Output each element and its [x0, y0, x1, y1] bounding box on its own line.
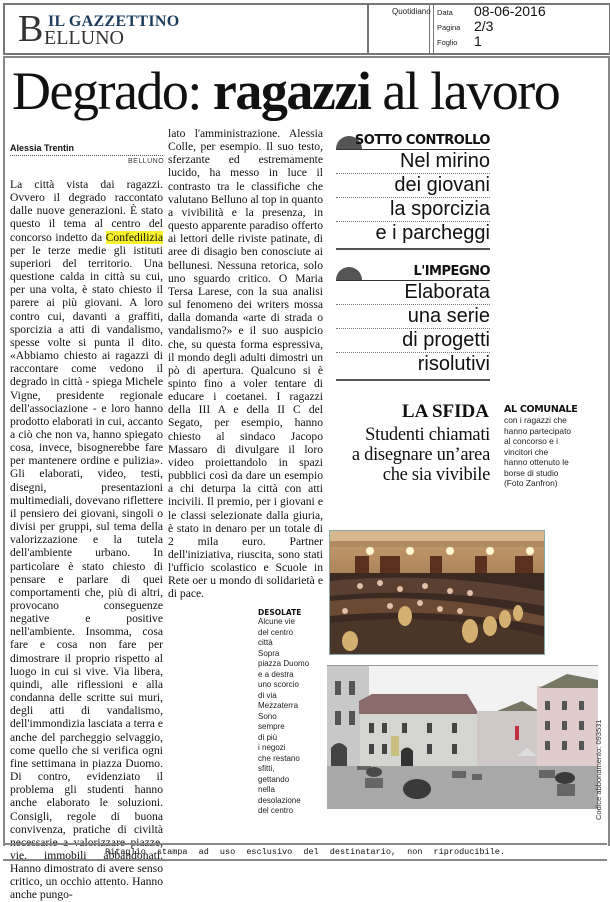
publication-type: Quotidiano — [392, 7, 431, 16]
headline-bold: ragazzi — [212, 61, 371, 121]
article-column-2: lato l'amministrazione. Alessia Colle, per esempio. Il suo testo, sferzante ed estremamente lucido, ha messo in luce il contrasto tra le classifiche che valutano Belluno al top in quanto a vivibilità e la presenza, in questo apparente paradiso offerto ai lettori delle riviste patinate, di aree di disagio ben conosciute ai bellunesi. Nessuna retorica, solo uno sguardo critico. O Maria Tersa Larese, con la sua analisi sul fenomeno dei writers mossa dalla domanda «arte di strada o vandalismo?» e il suo auspicio che, su questa forma espressiva, il mondo degli adulti dimostri un pò di apertura. Qualcuno si è spinto fino a voler tentare di educare i coetanei. I ragazzi della III A e della II C del Segato, per esempio, hanno chiesto al sindaco Jacopo Massaro di divulgare il loro video proiettandolo in spazi pubblici così da dare un esempio a chi deturpa la città con atti incivili. Il premio, per i giovani e le classi selezionate dalla giuria, è stato in denaro per un totale di 2 mila euro. Partner dell'iniziativa, riuscita, sono stati l'ufficio scolastico e Scuole in Rete oer u mondo di solidarietà e di pace. — [168, 127, 323, 601]
caption-line: sempre — [258, 722, 285, 731]
caption-line: sfitti, — [258, 764, 275, 773]
caption-line: al concorso e i — [504, 436, 558, 446]
meta-value-sheet: 1 — [474, 33, 482, 49]
meta-label-date: Data — [437, 8, 453, 17]
sidebar-line: Nel mirino — [336, 150, 490, 174]
caption-line: (Foto Zanfron) — [504, 478, 558, 488]
column-1-text-start: La città vista dai ragazzi. Ovvero il degrado raccontato dalle nuove generazioni. È stato questo il tema al centro del concorso indetto da — [10, 178, 163, 244]
sfida-kicker: LA SFIDA — [401, 401, 489, 422]
sidebar-line: e i parcheggi — [375, 222, 490, 244]
caption-line: del centro — [258, 627, 294, 637]
headline-part2: al lavoro — [370, 61, 560, 121]
caption-comunale — [504, 404, 604, 489]
caption-line: del centro — [258, 806, 294, 815]
sidebar-box-impegno — [336, 264, 490, 381]
caption-title: DESOLATE — [258, 608, 302, 617]
headline-part1: Degrado: — [12, 61, 213, 121]
caption-line: hanno ottenuto le — [504, 457, 569, 467]
caption-line: con i ragazzi che — [504, 415, 567, 425]
sidebar-kicker: L'IMPEGNO — [413, 264, 490, 279]
theater-photo-illustration — [330, 531, 544, 654]
caption-line: piazza Duomo — [258, 659, 310, 668]
caption-line: e a destra — [258, 669, 294, 679]
caption-line: che restano — [258, 753, 300, 763]
meta-label-page: Pagina — [437, 23, 461, 32]
highlighted-term: Confedilizia — [105, 230, 163, 244]
caption-line: nella — [258, 785, 275, 794]
caption-title: AL COMUNALE — [504, 404, 578, 415]
caption-line: città — [258, 638, 273, 647]
meta-value-page: 2/3 — [474, 18, 494, 34]
headline — [12, 56, 559, 126]
dome-icon — [336, 267, 362, 280]
dateline-place: BELLUNO — [128, 158, 165, 165]
sfida-title-line: Studenti chiamati — [365, 425, 490, 445]
caption-line: borse di studio — [504, 467, 559, 478]
caption-line: desolazione — [258, 795, 301, 805]
caption-line: gettando — [258, 774, 290, 784]
sidebar-kicker: SOTTO CONTROLLO — [354, 133, 490, 148]
column-1-text-end: per le terze medie gli istituti superiori del territorio. Una questione calda in città su cui, per una volta, è stato chiesto il parere ai più giovani. A loro contro cui, davanti a graffiti, sporcizia a atti di vandalismo, spesse volte si punta il dito. «Abbiamo chiesto ai ragazzi di raccontare come vedono il degrado in città - spiega Michele Vigne, presidente regionale dell'associazione - e loro hanno prodotto elaborati in cui, accanto a ciò che non va, hanno spiegato cosa, invece, bisognerebbe fare per mantenere ordine e pulizia». Gli elaborati, video, testi, disegni, presentazioni multimediali, dovevano riflettere il pensiero dei giovani, singoli o divisi per gruppi, sul tema della valorizzazione e la tutela dell'ambiente urbano. In particolare è stato chiesto di pensare e parlare di quei comportamenti che, più di altri, provocano conseguenze negative e positive nell'ambiente. Insomma, cosa fare e cosa non fare per dimostrare il proprio rispetto al luogo in cui si vive. Via libera, quindi, alle riflessioni e alla condanna delle scritte sui muri, degli atti di vandalismo, dell'immondizia lasciata a terra e anche del parcheggio selvaggio, come quello che si verifica ogni fine settimana in piazza Duomo. Di contro, evidenziato il problema gli studenti hanno anche elaborato le soluzioni. Consigli, regole di buona convivenza, pratiche di civiltà necessarie a valorizzare piazze, vie, immobili abbandonati. Hanno dimostrato di avere senso critico, un occhio attento. Hanno anche pungo- — [10, 243, 163, 902]
sidebar-line: risolutivi — [417, 353, 490, 375]
footer-notice: Ritaglio stampa ad uso esclusivo del destinatario, non riproducibile. — [3, 843, 607, 861]
caption-line: hanno partecipato — [504, 425, 572, 436]
sidebar-line: Elaborata — [336, 281, 490, 305]
caption-line: i negozi — [258, 743, 286, 752]
meta-label-sheet: Foglio — [437, 38, 458, 47]
caption-line: Alcune vie — [258, 617, 295, 626]
caption-line: Mezzaterra — [258, 701, 299, 710]
subscription-code — [592, 700, 606, 820]
sidebar-line: dei giovani — [336, 174, 490, 198]
logo-newspaper-name: IL GAZZETTINO — [48, 13, 180, 30]
caption-line: Sopra — [258, 648, 280, 658]
meta-value-date: 08-06-2016 — [474, 3, 546, 19]
sidebar-line: di progetti — [336, 329, 490, 353]
photo-piazza-duomo — [327, 665, 598, 809]
sfida-title-line: a disegnare un’area — [351, 445, 490, 465]
logo-edition-name: ELLUNO — [44, 27, 124, 49]
sidebar-box-sotto-controllo — [336, 133, 490, 250]
caption-line: di più — [258, 732, 278, 742]
author-byline: Alessia Trentin — [10, 143, 75, 153]
caption-line: Sono — [258, 711, 277, 721]
caption-line: di via — [258, 690, 277, 700]
caption-line: uno scorcio — [258, 680, 299, 689]
caption-line: vincitori che — [504, 446, 549, 457]
article-column-1 — [10, 178, 163, 902]
sidebar-line: la sporcizia — [336, 198, 490, 222]
photo-theater-audience — [329, 530, 545, 655]
sfida-title — [335, 425, 490, 485]
subscription-code-text: Codice abbonamento: 093531 — [594, 719, 603, 820]
sfida-title-line: che sia vivibile — [382, 465, 490, 485]
logo-edition-initial: B — [18, 8, 44, 50]
sidebar-line: una serie — [336, 305, 490, 329]
piazza-photo-illustration — [327, 666, 598, 809]
byline-rule — [10, 155, 163, 156]
caption-desolate — [258, 608, 326, 817]
